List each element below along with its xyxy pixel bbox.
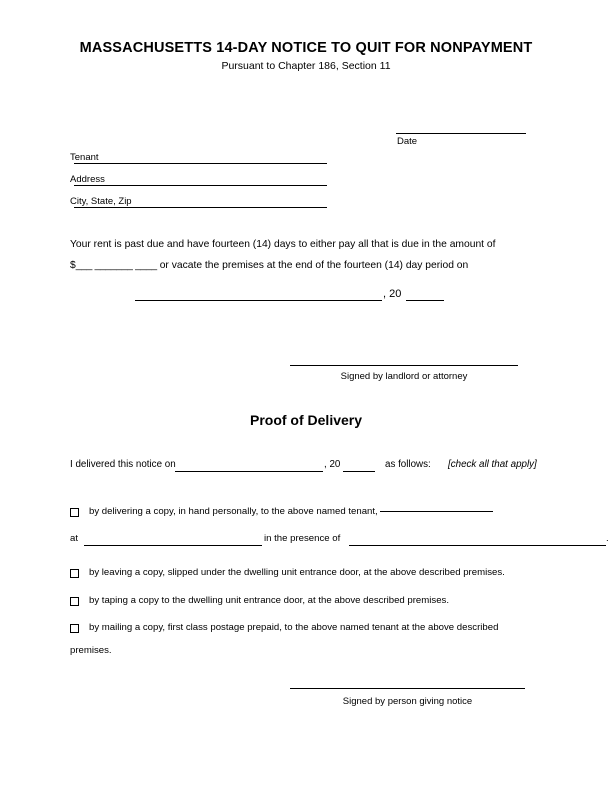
delivery-method-4-continuation: premises. bbox=[70, 645, 112, 656]
proof-of-delivery-heading: Proof of Delivery bbox=[249, 412, 363, 428]
list-item-label: by leaving a copy, slipped under the dwelling unit entrance door, at the above described premises. bbox=[89, 567, 505, 578]
person-signature-label: Signed by person giving notice bbox=[342, 696, 473, 707]
landlord-signature-label: Signed by landlord or attorney bbox=[340, 371, 468, 382]
quit-date-input-rule[interactable] bbox=[135, 300, 382, 301]
landlord-signature-rule[interactable] bbox=[290, 365, 518, 366]
notice-body-line2-tail: or vacate the premises at the end of the fourteen (14) day period on bbox=[156, 260, 469, 271]
field-row-address bbox=[70, 174, 530, 190]
tenant-input-rule[interactable] bbox=[74, 163, 327, 164]
delivered-date-row bbox=[70, 458, 540, 476]
city-state-zip-label: City, State, Zip bbox=[70, 196, 132, 207]
notice-body-paragraph bbox=[70, 234, 534, 276]
city-state-zip-input-rule[interactable] bbox=[74, 207, 327, 208]
delivered-year-prefix: , 20 bbox=[324, 459, 341, 470]
address-input-rule[interactable] bbox=[74, 185, 327, 186]
address-label: Address bbox=[70, 174, 105, 185]
delivery-method-1-text: by delivering a copy, in hand personally, to the above named tenant, bbox=[89, 506, 378, 517]
delivery-location-input-rule[interactable] bbox=[84, 545, 262, 546]
checkbox-icon[interactable] bbox=[70, 569, 79, 578]
quit-date-year-input-rule[interactable] bbox=[406, 300, 444, 301]
checkbox-icon[interactable] bbox=[70, 597, 79, 606]
amount-blank[interactable]: ___ _______ ____ bbox=[75, 260, 157, 271]
delivered-date-input-rule[interactable] bbox=[175, 471, 323, 472]
list-item-label bbox=[89, 505, 540, 519]
at-line-period: . bbox=[606, 533, 609, 544]
person-signature-rule[interactable] bbox=[290, 688, 525, 689]
notice-body-line1: Your rent is past due and have fourteen (14) days to either pay all that is due in the amount of bbox=[70, 239, 496, 250]
date-input-rule[interactable] bbox=[396, 133, 526, 134]
field-row-city-state-zip bbox=[70, 196, 530, 212]
checkbox-icon[interactable] bbox=[70, 508, 79, 517]
field-row-tenant bbox=[70, 152, 530, 168]
checkbox-icon[interactable] bbox=[70, 624, 79, 633]
in-the-presence-of-label: in the presence of bbox=[264, 533, 341, 544]
page-subtitle: Pursuant to Chapter 186, Section 11 bbox=[221, 60, 391, 72]
delivered-year-input-rule[interactable] bbox=[343, 471, 375, 472]
check-all-that-apply-note: [check all that apply] bbox=[448, 459, 537, 470]
delivered-lead-text: I delivered this notice on bbox=[70, 459, 176, 470]
page-title: MASSACHUSETTS 14-DAY NOTICE TO QUIT FOR NONPAYMENT bbox=[79, 40, 533, 56]
delivery-location-row bbox=[70, 532, 609, 550]
at-label: at bbox=[70, 533, 79, 544]
list-item-label: by taping a copy to the dwelling unit entrance door, at the above described premises. bbox=[89, 595, 449, 606]
delivered-tail-text: as follows: bbox=[385, 459, 431, 470]
list-item-label: by mailing a copy, first class postage prepaid, to the above named tenant at the above described bbox=[89, 622, 499, 633]
date-label: Date bbox=[397, 136, 418, 147]
witness-input-rule[interactable] bbox=[349, 545, 606, 546]
tenant-label: Tenant bbox=[70, 152, 99, 163]
quit-date-year-prefix: , 20 bbox=[383, 288, 402, 300]
amount-prefix: $ bbox=[70, 260, 76, 271]
quit-date-row bbox=[70, 286, 534, 308]
delivery-method-1-input-rule[interactable] bbox=[380, 511, 493, 512]
